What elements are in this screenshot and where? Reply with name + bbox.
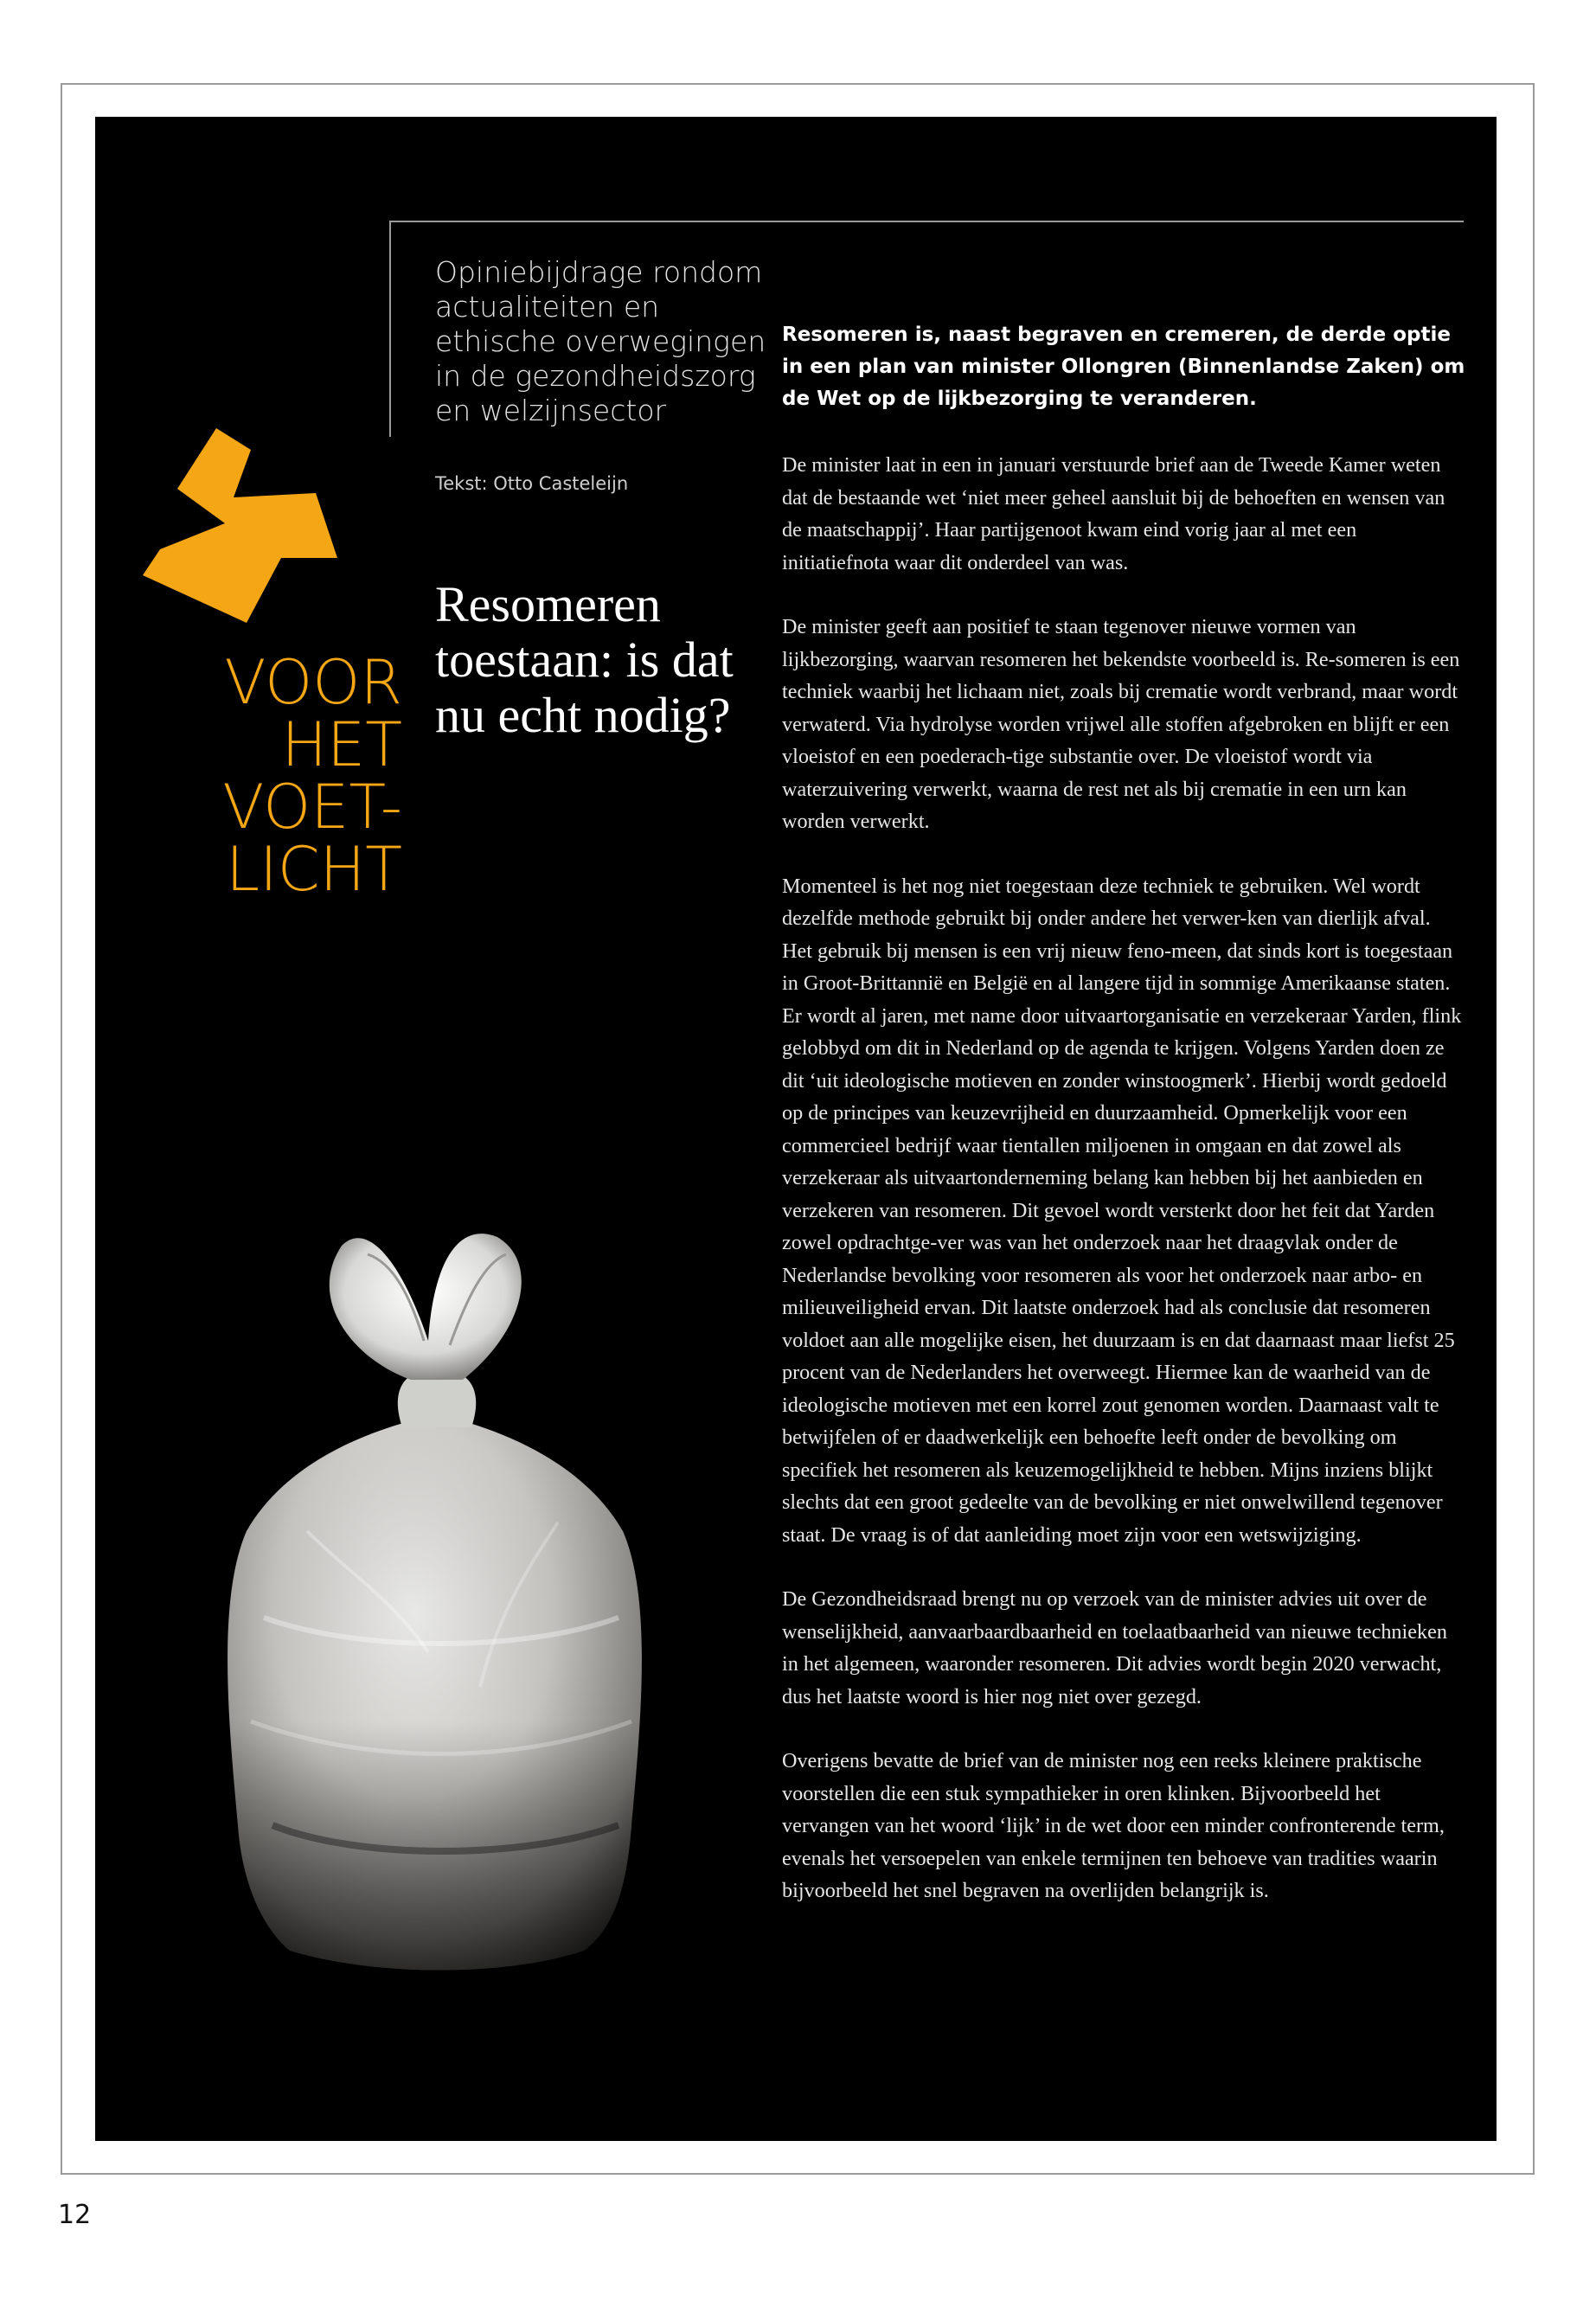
section-title-line: LICHT bbox=[226, 834, 402, 905]
article-paragraph: Momenteel is het nog niet toegestaan deze techniek te gebruiken. Wel wordt dezelfde methode gebruikt bij onder andere het verwer-ken van dierlijk afval. Het gebruik bij mensen is een vrij nieuw feno-meen, dat sinds kort is toegestaan in Groot-Brittannië en België en al langere tijd in sommige Amerikaanse staten. Er wordt al jaren, met name door uitvaartorganisatie en verzekeraar Yarden, flink gelobbyd om dit in Nederland op de agenda te krijgen. Volgens Yarden doen ze dit ‘uit ideologische motieven en zonder winstoogmerk’. Hierbij wordt gedoeld op de principes van keuzevrijheid en duurzaamheid. Opmerkelijk voor een commercieel bedrijf waar tientallen miljoenen in omgaan en dat zowel als verzekeraar als uitvaartonderneming belang kan hebben bij het aanbieden en verzekeren van resomeren. Dit gevoel wordt versterkt door het feit dat Yarden zowel opdrachtge-ver was van het onderzoek naar het draagvlak onder de Nederlandse bevolking voor resomeren als voor het onderzoek naar arbo- en milieuveiligheid ervan. Dit laatste onderzoek had als conclusie dat resomeren voldoet aan alle mogelijke eisen, het duurzaam is en dat daarnaast maar liefst 25 procent van de Nederlanders het overweegt. Hiermee kan de waarheid van de ideologische motieven met een korrel zout genomen worden. Daarnaast valt te betwijfelen of er daadwerkelijk een behoefte leeft onder de bevolking om specifiek het resomeren als keuzemogelijkheid te hebben. Mijns inziens blijkt slechts dat een groot gedeelte van de bevolking er niet onwelwillend tegenover staat. De vraag is of dat aanleiding moet zijn voor een wetswijziging. bbox=[782, 874, 1462, 1547]
garbage-bag-photo bbox=[134, 1168, 740, 2137]
article-body bbox=[782, 319, 1465, 1939]
section-kicker: Opiniebijdrage rondom actualiteiten en ethische overwegingen in de gezondheidszorg en welzijnsector bbox=[435, 255, 766, 427]
header-vertical-rule bbox=[389, 221, 391, 437]
header-rule bbox=[389, 221, 1464, 222]
article-paragraph: De minister geeft aan positief te staan tegenover nieuwe vormen van lijkbezorging, waarvan resomeren het bekendste voorbeeld is. Re-someren is een techniek waarbij het lichaam niet, zoals bij crematie wordt verbrand, maar wordt verwaterd. Via hydrolyse worden vrijwel alle stoffen afgebroken en blijft er een vloeistof en een poederach-tige substantie over. De vloeistof wordt via waterzuivering verwerkt, waarna de rest net als bij crematie in een urn kan worden verwerkt. bbox=[782, 615, 1460, 833]
article-panel bbox=[95, 117, 1497, 2141]
article-paragraph: Overigens bevatte de brief van de minister nog een reeks kleinere praktische voorstellen die een stuk sympathieker in oren klinken. Bijvoorbeeld het vervangen van het woord ‘lijk’ in de wet door een minder confronterende term, evenals het versoepelen van enkele termijnen ten behoeve van tradities waarin bijvoorbeeld het snel begraven na overlijden belangrijk is. bbox=[782, 1749, 1445, 1902]
section-title-line: VOOR bbox=[224, 647, 402, 718]
article-lead: Resomeren is, naast begraven en cremeren, de derde optie in een plan van minister Ollongren (Binnenlandse Zaken) om de Wet op de lijkbezorging te veranderen. bbox=[782, 324, 1465, 410]
page-number: 12 bbox=[58, 2200, 92, 2230]
section-title-line: HET bbox=[281, 709, 402, 780]
section-title-line: VOET- bbox=[222, 772, 402, 843]
article-paragraph: De Gezondheidsraad brengt nu op verzoek van de minister advies uit over de wenselijkheid, aanvaarbaardbaarheid en toelaatbaarheid van nieuwe technieken in het algemeen, waaronder resomeren. Dit advies wordt begin 2020 verwacht, dus het laatste woord is hier nog niet over gezegd. bbox=[782, 1587, 1447, 1708]
cross-arrow-logo bbox=[143, 428, 402, 623]
article-paragraph: De minister laat in een in januari verstuurde brief aan de Tweede Kamer weten dat de bestaande wet ‘niet meer geheel aansluit bij de behoeften en wensen van de maatschappij’. Haar partijgenoot kwam eind vorig jaar al met een initiatiefnota waar dit onderdeel van was. bbox=[782, 453, 1445, 574]
section-title bbox=[190, 647, 402, 905]
article-headline: Resomeren toestaan: is dat nu echt nodig? bbox=[435, 576, 734, 743]
author-credit: Tekst: Otto Casteleijn bbox=[435, 473, 629, 494]
